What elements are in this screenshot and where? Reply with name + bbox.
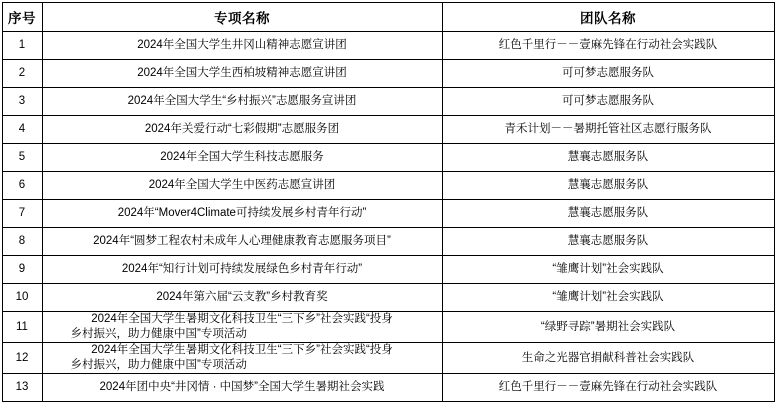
cell-line: 2024年全国大学生暑期文化科技卫生“三下乡”社会实践“投身 xyxy=(91,313,393,325)
cell-team-name: 慧襄志愿服务队 xyxy=(442,200,774,228)
table-header-row xyxy=(2,3,774,32)
table-row xyxy=(2,228,774,256)
cell-team-name: 慧襄志愿服务队 xyxy=(442,228,774,256)
cell-index: 12 xyxy=(2,343,42,374)
table-row xyxy=(2,144,774,172)
cell-index: 8 xyxy=(2,228,42,256)
column-header-index: 序号 xyxy=(2,3,42,32)
cell-index: 13 xyxy=(2,374,42,402)
cell-index: 1 xyxy=(2,32,42,60)
column-header-team-name: 团队名称 xyxy=(442,3,774,32)
cell-index: 2 xyxy=(2,60,42,88)
table-row xyxy=(2,32,774,60)
table-row xyxy=(2,284,774,312)
cell-project-name: 2024年“Mover4Climate可持续发展乡村青年行动” xyxy=(42,200,442,228)
table-row xyxy=(2,116,774,144)
cell-project-name xyxy=(42,312,442,343)
column-header-project-name: 专项名称 xyxy=(42,3,442,32)
cell-index: 11 xyxy=(2,312,42,343)
cell-project-name: 2024年“知行计划可持续发展绿色乡村青年行动” xyxy=(42,256,442,284)
cell-project-name: 2024年全国大学生西柏坡精神志愿宣讲团 xyxy=(42,60,442,88)
cell-project-name xyxy=(42,343,442,374)
cell-project-name: 2024年关爱行动“七彩假期”志愿服务团 xyxy=(42,116,442,144)
cell-index: 10 xyxy=(2,284,42,312)
cell-team-name: “绿野寻踪”暑期社会实践队 xyxy=(442,312,774,343)
cell-line: 乡村振兴，助力健康中国”专项活动 xyxy=(70,359,247,371)
cell-team-name: “雏鹰计划”社会实践队 xyxy=(442,256,774,284)
table-row xyxy=(2,200,774,228)
table-row xyxy=(2,374,774,402)
cell-index: 6 xyxy=(2,172,42,200)
cell-team-name: 慧襄志愿服务队 xyxy=(442,144,774,172)
cell-index: 7 xyxy=(2,200,42,228)
table-row xyxy=(2,60,774,88)
cell-project-name: 2024年团中央“井冈情 · 中国梦”全国大学生暑期社会实践 xyxy=(42,374,442,402)
cell-team-name: 红色千里行－－壹麻先锋在行动社会实践队 xyxy=(442,32,774,60)
project-team-table xyxy=(2,2,775,402)
cell-team-name: 红色千里行－－壹麻先锋在行动社会实践队 xyxy=(442,374,774,402)
cell-index: 3 xyxy=(2,88,42,116)
table-row xyxy=(2,172,774,200)
cell-index: 4 xyxy=(2,116,42,144)
cell-index: 5 xyxy=(2,144,42,172)
cell-team-name: “雏鹰计划”社会实践队 xyxy=(442,284,774,312)
cell-project-name: 2024年“圆梦工程农村未成年人心理健康教育志愿服务项目” xyxy=(42,228,442,256)
cell-team-name: 慧襄志愿服务队 xyxy=(442,172,774,200)
cell-line: 2024年全国大学生暑期文化科技卫生“三下乡”社会实践“投身 xyxy=(91,344,393,356)
cell-team-name: 青禾计划－－暑期托管社区志愿行服务队 xyxy=(442,116,774,144)
cell-project-name: 2024年全国大学生科技志愿服务 xyxy=(42,144,442,172)
table-row xyxy=(2,88,774,116)
table-row xyxy=(2,312,774,343)
cell-project-name: 2024年全国大学生“乡村振兴”志愿服务宣讲团 xyxy=(42,88,442,116)
cell-team-name: 可可梦志愿服务队 xyxy=(442,60,774,88)
table-row xyxy=(2,343,774,374)
cell-project-name: 2024年全国大学生井冈山精神志愿宣讲团 xyxy=(42,32,442,60)
cell-project-name: 2024年全国大学生中医药志愿宣讲团 xyxy=(42,172,442,200)
cell-team-name: 可可梦志愿服务队 xyxy=(442,88,774,116)
cell-team-name: 生命之光器官捐献科普社会实践队 xyxy=(442,343,774,374)
cell-project-name: 2024年第六届“云支教”乡村教育奖 xyxy=(42,284,442,312)
table-row xyxy=(2,256,774,284)
cell-line: 乡村振兴，助力健康中国”专项活动 xyxy=(70,328,247,340)
cell-index: 9 xyxy=(2,256,42,284)
